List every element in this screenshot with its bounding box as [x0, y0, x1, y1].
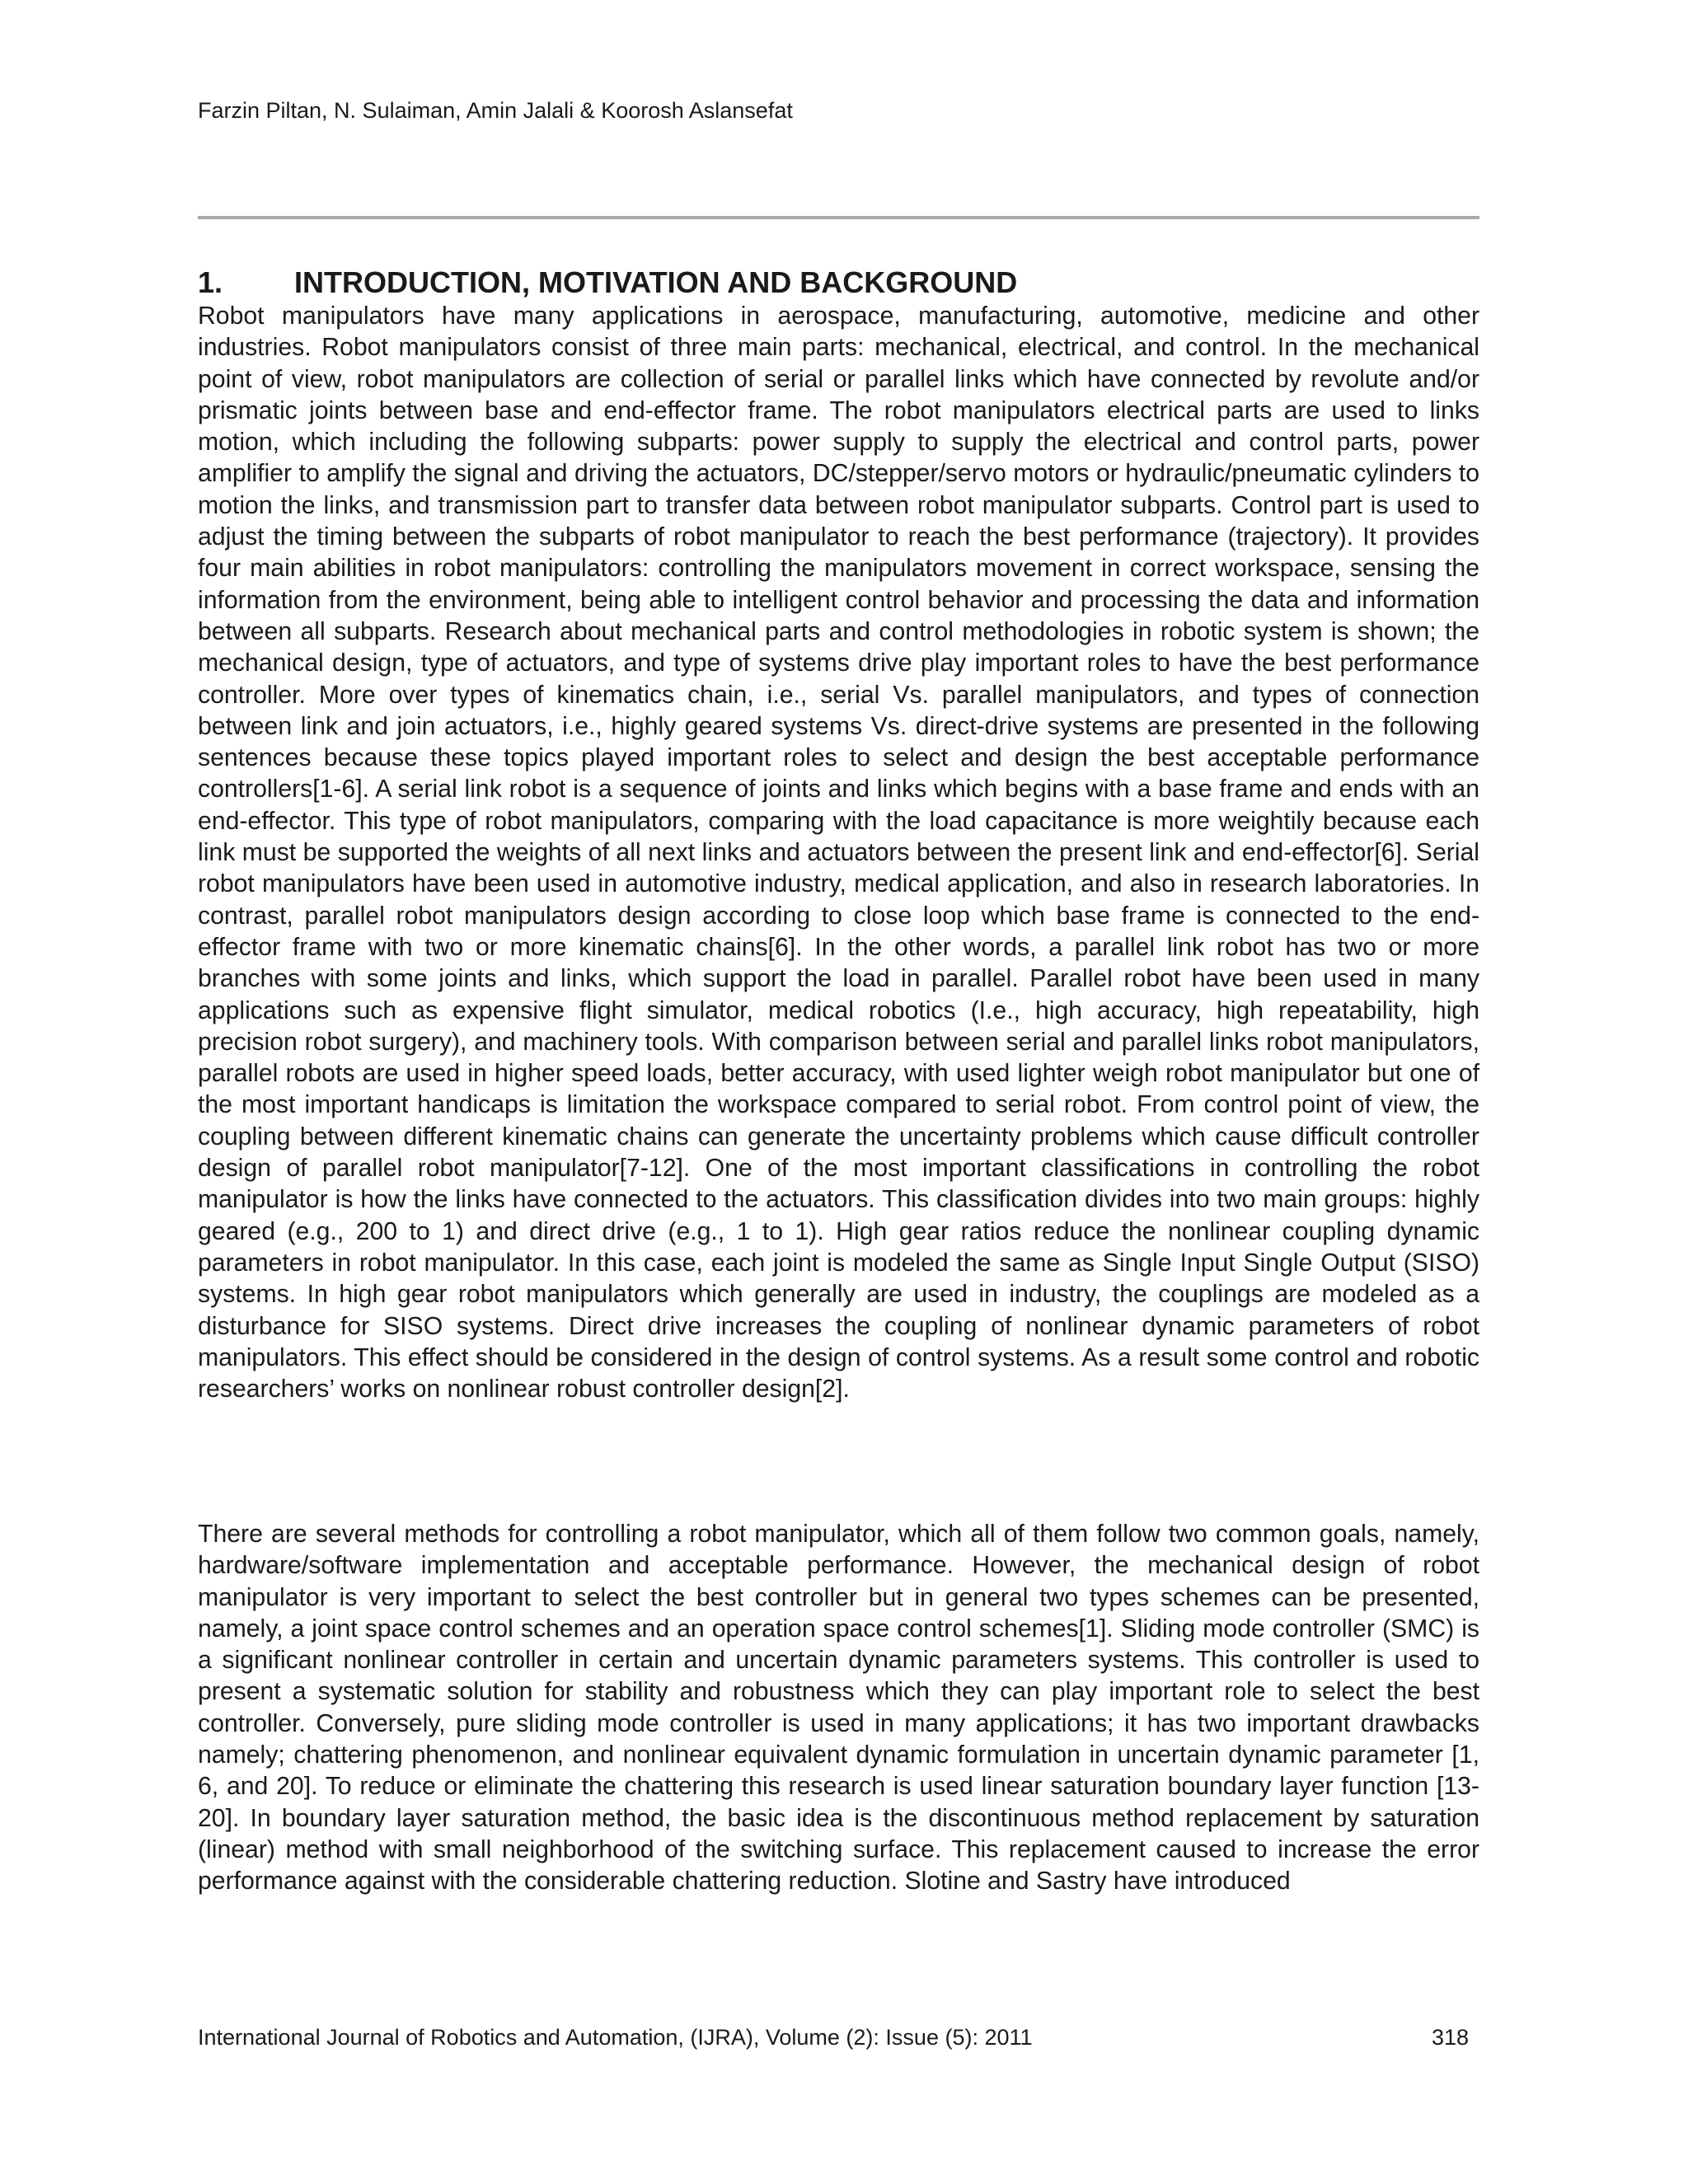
section-heading [198, 265, 1017, 300]
footer-page-number: 318 [1432, 2025, 1470, 2050]
header-divider [198, 216, 1479, 219]
body-paragraph-2: There are several methods for controlling a robot manipulator, which all of them follow two common goals, namely, hardware/software implementation and acceptable performance. However, the mechanical design of robot manipulator is very important to select the best controller but in general two types schemes can be presented, namely, a joint space control schemes and an operation space control schemes[1]. Sliding mode controller (SMC) is a significant nonlinear controller in certain and uncertain dynamic parameters systems. This controller is used to present a systematic solution for stability and robustness which they can play important role to select the best controller. Conversely, pure sliding mode controller is used in many applications; it has two important drawbacks namely; chattering phenomenon, and nonlinear equivalent dynamic formulation in uncertain dynamic parameter [1, 6, and 20]. To reduce or eliminate the chattering this research is used linear saturation boundary layer function [13-20]. In boundary layer saturation method, the basic idea is the discontinuous method replacement by saturation (linear) method with small neighborhood of the switching surface. This replacement caused to increase the error performance against with the considerable chattering reduction. Slotine and Sastry have introduced [198, 1521, 1479, 1896]
section-number: 1. [198, 265, 223, 299]
body-paragraph-1: Robot manipulators have many applications in aerospace, manufacturing, automotive, medicine and other industries. Robot manipulators consist of three main parts: mechanical, electrical, and control. In the mechanical point of view, robot manipulators are collection of serial or parallel links which have connected by revolute and/or prismatic joints between base and end-effector frame. The robot manipulators electrical parts are used to links motion, which including the following subparts: power supply to supply the electrical and control parts, power amplifier to amplify the signal and driving the actuators, DC/stepper/servo motors or hydraulic/pneumatic cylinders to motion the links, and transmission part to transfer data between robot manipulator subparts. Control part is used to adjust the timing between the subparts of robot manipulator to reach the best performance (trajectory). It provides four main abilities in robot manipulators: controlling the manipulators movement in correct workspace, sensing the information from the environment, being able to intelligent control behavior and processing the data and information between all subparts. Research about mechanical parts and control methodologies in robotic system is shown; the mechanical design, type of actuators, and type of systems drive play important roles to have the best performance controller. More over types of kinematics chain, i.e., serial Vs. parallel manipulators, and types of connection between link and join actuators, i.e., highly geared systems Vs. direct-drive systems are presented in the following sentences because these topics played important roles to select and design the best acceptable performance controllers[1-6]. A serial link robot is a sequence of joints and links which begins with a base frame and ends with an end-effector. This type of robot manipulators, comparing with the load capacitance is more weightily because each link must be supported the weights of all next links and actuators between the present link and end-effector[6]. Serial robot manipulators have been used in automotive industry, medical application, and also in research laboratories. In contrast, parallel robot manipulators design according to close loop which base frame is connected to the end-effector frame with two or more kinematic chains[6]. In the other words, a parallel link robot has two or more branches with some joints and links, which support the load in parallel. Parallel robot have been used in many applications such as expensive flight simulator, medical robotics (I.e., high accuracy, high repeatability, high precision robot surgery), and machinery tools. With comparison between serial and parallel links robot manipulators, parallel robots are used in higher speed loads, better accuracy, with used lighter weigh robot manipulator but one of the most important handicaps is limitation the workspace compared to serial robot. From control point of view, the coupling between different kinematic chains can generate the uncertainty problems which cause difficult controller design of parallel robot manipulator[7-12]. One of the most important classifications in controlling the robot manipulator is how the links have connected to the actuators. This classification divides into two main groups: highly geared (e.g., 200 to 1) and direct drive (e.g., 1 to 1). High gear ratios reduce the nonlinear coupling dynamic parameters in robot manipulator. In this case, each joint is modeled the same as Single Input Single Output (SISO) systems. In high gear robot manipulators which generally are used in industry, the couplings are modeled as a disturbance for SISO systems. Direct drive increases the coupling of nonlinear dynamic parameters of robot manipulators. This effect should be considered in the design of control systems. As a result some control and robotic researchers’ works on nonlinear robust controller design[2]. [198, 302, 1479, 1404]
section-title: INTRODUCTION, MOTIVATION AND BACKGROUND [294, 265, 1018, 299]
running-header-authors: Farzin Piltan, N. Sulaiman, Amin Jalali & Koorosh Aslansefat [198, 98, 793, 123]
footer-journal-citation: International Journal of Robotics and Automation, (IJRA), Volume (2): Issue (5): 2011 [198, 2025, 1033, 2050]
